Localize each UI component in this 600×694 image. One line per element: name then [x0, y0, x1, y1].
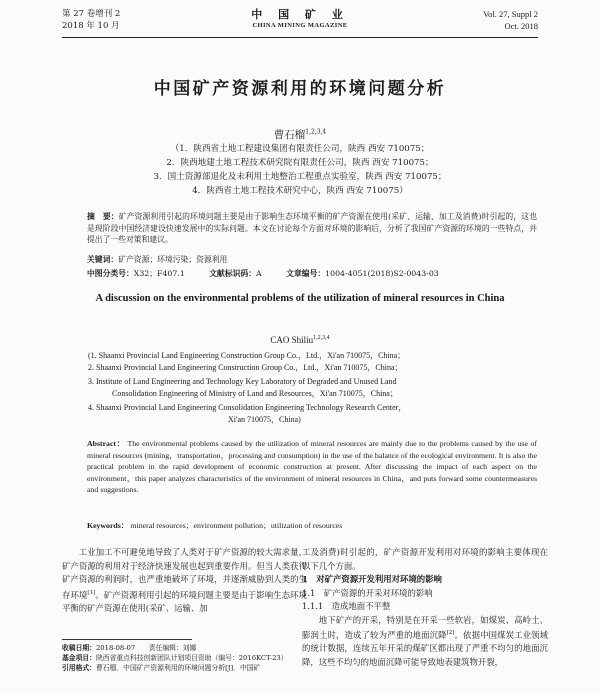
header-volume-en: Vol. 27, Suppl 2	[483, 9, 538, 19]
author-en	[0, 335, 600, 345]
author-cn	[0, 127, 600, 142]
affiliation-en-3-line: 3. Institute of Land Engineering and Technology Key Laboratory of Degraded and Unused Land	[88, 377, 397, 386]
body-column-right	[302, 546, 548, 669]
body-column-left	[62, 546, 307, 615]
article-id-value: 1004-4051(2018)S2-0043-03	[325, 269, 439, 278]
body-paragraph	[302, 614, 548, 670]
body-paragraph-cont: 工及消费)时引起的，矿产资源开发利用对环境的影响主要体现在以下几个方面。	[302, 547, 548, 571]
citation-ref: [1]	[87, 589, 96, 596]
body-text-cont: 。矿产资源利用引起的环境问题主要是由于影响生态环境平衡的矿产资源在使用(采矿、运输、加	[62, 589, 308, 613]
affiliation-en-4-cont: Xi'an 710075，China)	[228, 414, 301, 424]
footnote-divider	[62, 639, 192, 640]
keywords-en-text: mineral resources；environment pollution；utilization of resources	[130, 521, 343, 530]
clc-value: X32；F407.1	[133, 269, 185, 278]
body-text: 地下矿产的开采，特别是在开采一些软岩，如煤炭、高岭土、膨润土时，造成了较为严重的地面沉降	[302, 614, 548, 640]
keywords-en-label: Keywords：	[87, 521, 129, 530]
paper-title-en: A discussion on the environmental problems of the utilization of mineral resources in China	[95, 293, 505, 304]
classification-info	[87, 268, 537, 280]
section-heading: 1 对矿产资源开发利用对环境的影响	[302, 574, 442, 584]
article-id-label: 文章编号：	[286, 269, 326, 278]
subsubsection-heading: 1.1.1 造成地面不平整	[302, 601, 391, 611]
affiliation-en-4	[88, 402, 540, 425]
paper-title-cn: 中国矿产资源利用的环境问题分析	[153, 79, 447, 99]
affiliation-en-1	[88, 350, 540, 362]
body-paragraph	[62, 546, 307, 615]
affiliation-cn-4: 4．陕西省土地工程技术研究中心，陕西 西安 710075）	[192, 186, 408, 196]
subsection-heading: 1.1 矿产资源的开采对环境的影响	[302, 587, 433, 598]
affiliation-en-4-line: 4. Shaanxi Provincial Land Engineering Consolidation Engineering Technology Research Center，	[88, 403, 407, 412]
affiliation-en-1-line: (1. Shaanxi Provincial Land Engineering Construction Group Co.，Ltd.，Xi'an 710075，China；	[88, 351, 406, 360]
header-volume-info-en	[483, 8, 538, 32]
abstract-en-label: Abstract：	[87, 439, 126, 448]
abstract-cn-text: 矿产资源利用引起的环境问题主要是由于影响生态环境平衡的矿产资源在使用(采矿、运输、加工及消费)时引起的，这也是现阶段中国经济建设快速发展中的实际问题。本文在讨论每个方面对环境的影响后，分析了我国矿产资源的环境的一些特点，并提出了一些对策和建议。	[87, 212, 537, 244]
journal-name-en: CHINA MINING MAGAZINE	[252, 22, 348, 29]
footnote-label: 引用格式：	[62, 664, 96, 672]
journal-header	[62, 8, 538, 38]
affiliation-en-2	[88, 362, 540, 374]
citation-ref: [2]	[446, 630, 455, 636]
footnote-funding	[62, 653, 307, 663]
abstract-cn	[87, 211, 537, 246]
author-name-cn: 曹石榴	[273, 129, 306, 141]
author-affiliation-marks-en: 1,2,3,4	[313, 335, 330, 341]
doc-code-label: 文献标识码：	[209, 269, 257, 278]
header-journal-name	[62, 8, 538, 31]
footnote-received	[62, 643, 307, 653]
footnote-citation	[62, 663, 307, 673]
journal-name-cn: 中 国 矿 业	[251, 8, 349, 21]
clc-label: 中图分类号：	[87, 269, 134, 278]
keywords-cn-label: 关键词：	[87, 255, 119, 264]
affiliation-en-3	[88, 376, 540, 399]
abstract-en	[87, 438, 537, 496]
author-affiliation-marks: 1,2,3,4	[305, 128, 327, 136]
footnotes	[62, 643, 307, 673]
footnote-label: 收稿日期：	[62, 644, 96, 652]
footnote-text: 曹石榴．中国矿产资源利用的环境问题分析[J]．中国矿	[95, 664, 261, 672]
body-text: 工业加工不可避免地导致了人类对于矿产资源的较大需求量，矿产资源的利用对于经济快速发展也起到重要作用。但当人类获得矿产资源的利润时，也严重地破坏了环境，并逐渐威胁到人类的生存环境	[62, 547, 307, 600]
affiliation-en-3-cont: Consolidation Engineering of Ministry of Land and Resources，Xi'an 710075，China；	[112, 388, 398, 398]
footnote-text: 陕西省重点科技创新团队计划项目资助（编号：2016KCT-23）	[95, 654, 288, 662]
keywords-cn	[87, 254, 537, 266]
body-text-cont: 。依据中国煤炭工业领域的统计数据，连续五年开采的煤矿区都出现了严重不均匀的地面沉降，这些不均匀的地面沉降可能导致地表建筑物开裂，	[302, 629, 549, 667]
header-volume: 第 27 卷增刊 2	[62, 9, 121, 19]
affiliation-en-2-line: 2. Shaanxi Provincial Land Engineering Construction Group Co.，Ltd.，Xi'an 710075，China；	[88, 363, 403, 372]
header-date-en: Oct. 2018	[504, 21, 538, 31]
keywords-en	[87, 520, 537, 532]
affiliation-cn-1: （1．陕西省土地工程建设集团有限责任公司，陕西 西安 710075；	[170, 144, 430, 154]
author-name-en: CAO Shiliu	[270, 335, 314, 345]
abstract-en-text: The environmental problems caused by the utilization of mineral resources are mainly due to the problems caused by the use of mineral resources (mining，transportation，processing and consumption) in the use of the balance of the ecological environment. It is also the practical problem in the rapid development of economic construction at present. After discussing the impact of each aspect on the environment，this paper analyzes characteristics of the environment of mineral resources in China，and puts forward some countermeasures and suggestions.	[87, 439, 538, 494]
affiliation-cn-2: 2．陕西地建土地工程技术研究院有限责任公司，陕西 西安 710075；	[166, 158, 434, 168]
keywords-cn-text: 矿产资源；环境污染；资源利用	[118, 255, 228, 264]
doc-code-value: A	[256, 269, 262, 278]
footnote-text: 2018-08-07 责任编辑：刘娜	[95, 644, 197, 652]
abstract-cn-label: 摘 要：	[87, 212, 119, 221]
footnote-label: 基金项目：	[62, 654, 96, 662]
header-date: 2018 年 10 月	[62, 21, 120, 31]
affiliation-cn-3: 3．国土资源部退化及未利用土地整治工程重点实验室，陕西 西安 710075；	[153, 172, 447, 182]
